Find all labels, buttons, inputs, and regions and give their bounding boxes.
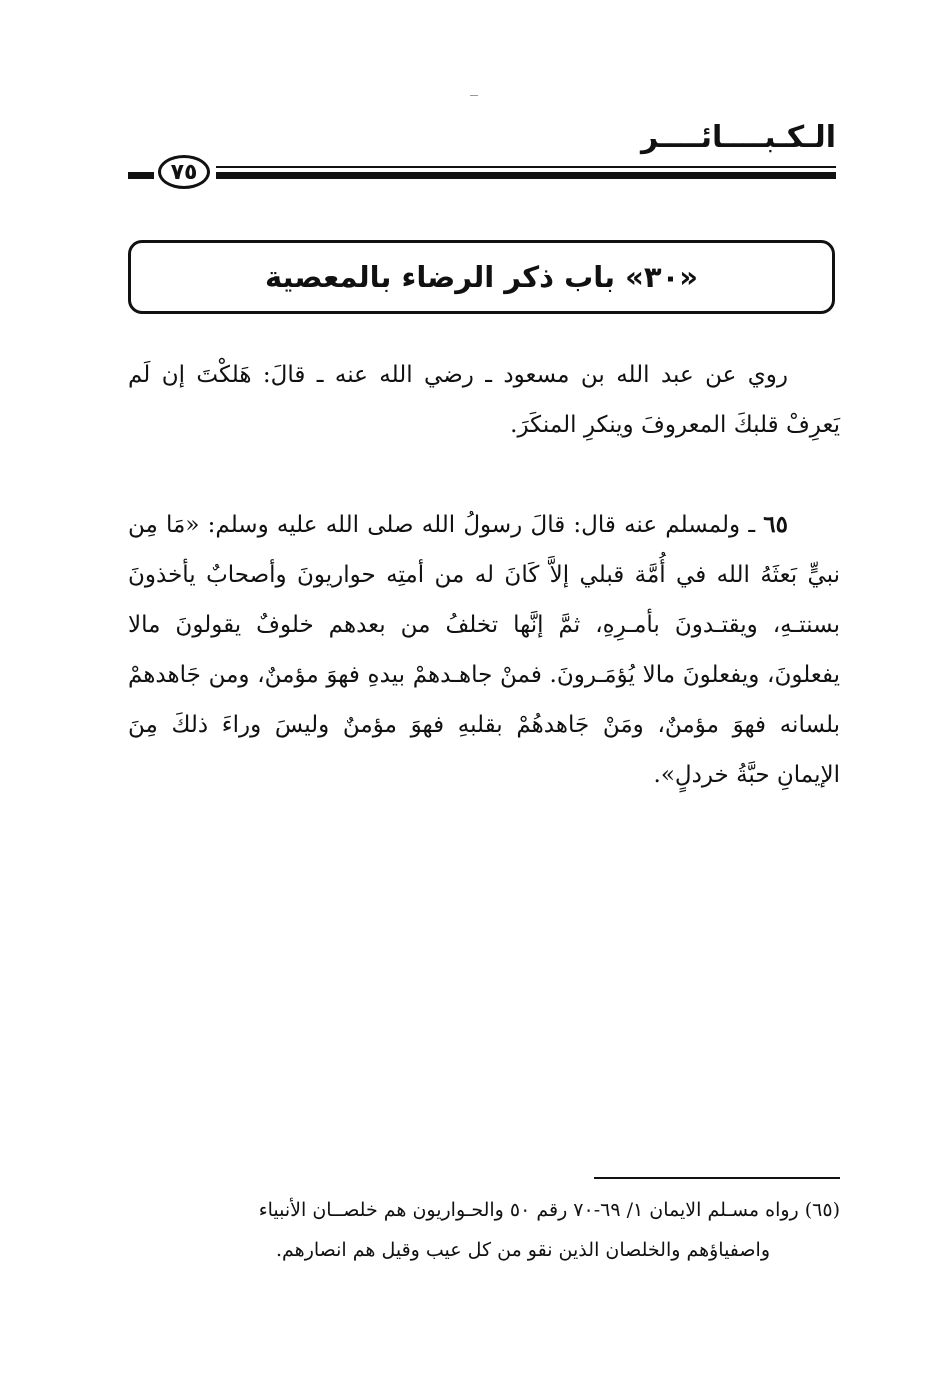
footnote (128, 1190, 840, 1270)
hadith-text: ـ ولمسلم عنه قال: قالَ رسولُ الله صلى الله عليه وسلم: «مَا مِن نبيٍّ بَعثَهُ الله في أُمَّة قبلي إلاَّ كَانَ له من أمتِه حواريونَ وأصحابٌ يأخذونَ بسنتـهِ، ويقتـدونَ بأمـرِهِ، ثمَّ إنَّها تخلفُ من بعدهم خلوفٌ يقولونَ مالا يفعلونَ، ويفعلونَ مالا يُؤمَـرونَ. فمنْ جاهـدهمْ بيدهِ فهوَ مؤمنٌ، ومن جَاهدهمْ بلسانه فهوَ مؤمنٌ، ومَنْ جَاهدهُمْ بقلبهِ فهوَ مؤمنٌ وليسَ وراءَ ذلكَ مِنَ الإيمانِ حبَّةُ خردلٍ». (128, 512, 840, 788)
header-rule-thin (216, 166, 836, 168)
narration-text: روي عن عبد الله بن مسعود ـ رضي الله عنه ـ قالَ: هَلكْتَ إن لَم يَعرِفْ قلبكَ المعروفَ وينكرِ المنكَرَ. (128, 362, 840, 438)
footnote-separator (594, 1177, 840, 1179)
footnote-line-1: (٦٥) رواه مسـلم الايمان ١/ ٦٩-٧٠ رقم ٥٠ والحـواريون هم خلصــان الأنبياء (258, 1199, 840, 1221)
scan-dot (470, 95, 478, 96)
header-rule (216, 172, 836, 179)
header-rule-left (128, 172, 154, 179)
narration-paragraph (128, 350, 840, 450)
hadith-paragraph (128, 500, 840, 800)
hadith-body (128, 500, 840, 800)
page-number: ٧٥ (158, 155, 210, 189)
chapter-heading-box (128, 240, 835, 314)
hadith-number: ٦٥ (763, 511, 789, 538)
running-title: الـكـبــــائــــر (641, 120, 836, 155)
chapter-title: «٣٠» باب ذكر الرضاء بالمعصية (264, 260, 699, 294)
footnote-line-2: واصفياؤهم والخلصان الذين نقو من كل عيب وقيل هم انصارهم. (276, 1239, 770, 1261)
